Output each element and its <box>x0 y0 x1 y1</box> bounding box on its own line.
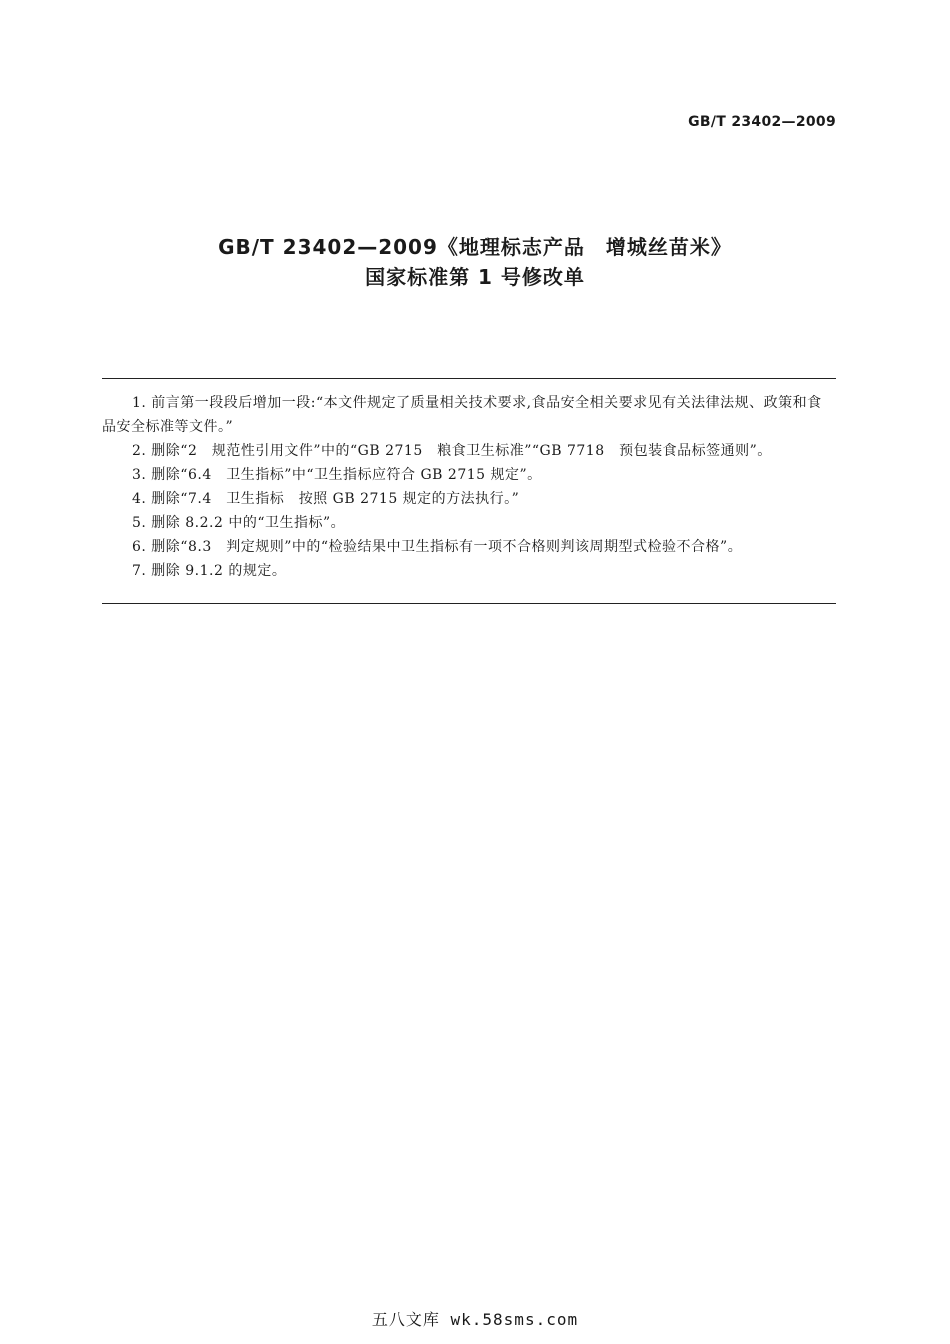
amendment-item-5: 5. 删除 8.2.2 中的“卫生指标”。 <box>132 515 346 531</box>
amendment-item-2: 2. 删除“2 规范性引用文件”中的“GB 2715 粮食卫生标准”“GB 7718 预包装食品标签通则”。 <box>132 443 772 459</box>
amendment-item-1: 1. 前言第一段段后增加一段:“本文件规定了质量相关技术要求,食品安全相关要求见有关法律法规、政策和食品安全标准等文件。” <box>102 395 822 435</box>
page-title <box>0 232 950 292</box>
standard-code: GB/T 23402—2009 <box>688 114 836 130</box>
top-divider <box>102 378 836 379</box>
amendment-list <box>102 391 836 583</box>
amendment-item-3: 3. 删除“6.4 卫生指标”中“卫生指标应符合 GB 2715 规定”。 <box>132 467 542 483</box>
amendment-item-6: 6. 删除“8.3 判定规则”中的“检验结果中卫生指标有一项不合格则判该周期型式检验不合格”。 <box>132 539 743 555</box>
amendment-item-7: 7. 删除 9.1.2 的规定。 <box>132 563 287 579</box>
amendment-item-4: 4. 删除“7.4 卫生指标 按照 GB 2715 规定的方法执行。” <box>132 491 520 507</box>
title-line-1: GB/T 23402—2009《地理标志产品 增城丝苗米》 <box>218 235 732 259</box>
title-line-2: 国家标准第 1 号修改单 <box>365 265 585 289</box>
bottom-divider <box>102 603 836 604</box>
footer-watermark: 五八文库 wk.58sms.com <box>371 1310 579 1329</box>
